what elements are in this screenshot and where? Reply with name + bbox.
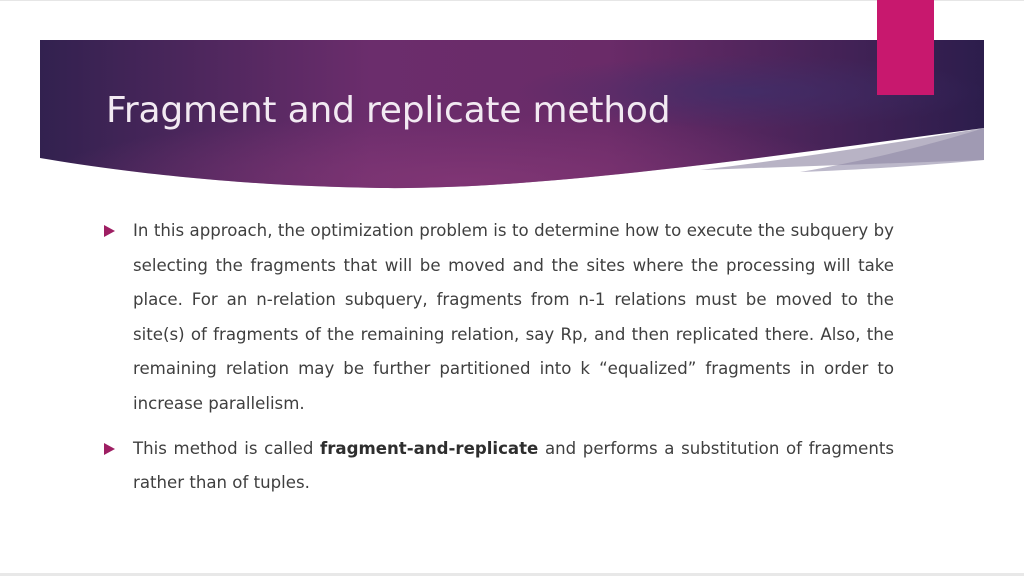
bullet-text: In this approach, the optimization problem is to determine how to execute the subquery by selecting the fragments that will be moved and the sites where the processing will take place. For an n-relation subquery, fragments from n-1 relations must be moved to the site(s) of fragments of the remaining relation, say Rp, and then replicated there. Also, the remaining relation may be further partitioned into k “equalized” fragments in order to increase parallelism.: [133, 221, 894, 413]
bullet-text: [133, 432, 894, 501]
bullet-list: [104, 214, 894, 511]
slide-title: Fragment and replicate method: [106, 90, 671, 131]
bullet-item: [104, 214, 894, 422]
bullet-text-lead: This method is called: [133, 438, 320, 458]
right-triangle-bullet-icon: [104, 443, 115, 455]
bullet-text-tail: and performs a substitution of fragments rather than of tuples.: [133, 438, 894, 493]
bullet-item: [104, 432, 894, 501]
right-triangle-bullet-icon: [104, 225, 115, 237]
accent-tab: [877, 0, 934, 95]
bullet-emphasis: fragment-and-replicate: [319, 438, 539, 458]
